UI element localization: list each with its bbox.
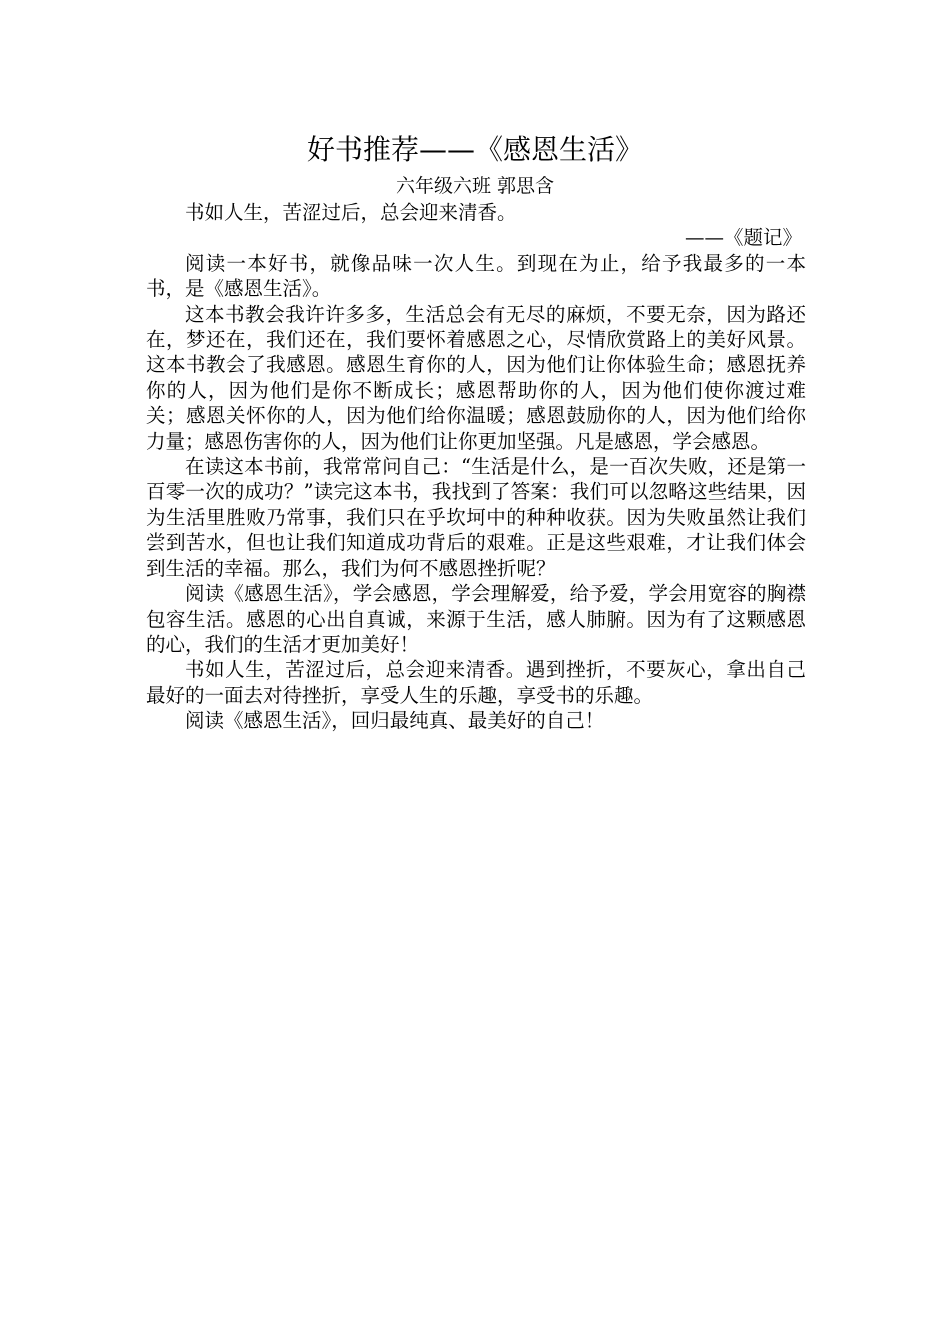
epigraph-source: ——《题记》 (684, 226, 802, 250)
body-paragraph: 书如人生，苦涩过后，总会迎来清香。遇到挫折，不要灰心，拿出自己最好的一面去对待挫折，享受人生的乐趣，享受书的乐趣。 (146, 658, 806, 707)
body-paragraph: 阅读一本好书，就像品味一次人生。到现在为止，给予我最多的一本书，是《感恩生活》。 (146, 251, 806, 301)
document-title: 好书推荐——《感恩生活》 (306, 133, 643, 166)
body-paragraph: 这本书教会我许许多多，生活总会有无尽的麻烦，不要无奈，因为路还在，梦还在，我们还在，我们要怀着感恩之心，尽情欣赏路上的美好风景。这本书教会了我感恩。感恩生育你的人，因为他们让你体验生命；感恩抚养你的人，因为他们是你不断成长；感恩帮助你的人，因为他们使你渡过难关；感恩关怀你的人，因为他们给你温暖；感恩鼓励你的人，因为他们给你力量；感恩伤害你的人，因为他们让你更加坚强。凡是感恩，学会感恩。 (146, 302, 806, 453)
epigraph: 书如人生，苦涩过后，总会迎来清香。 (185, 201, 517, 224)
body-paragraph: 阅读《感恩生活》，学会感恩，学会理解爱，给予爱，学会用宽容的胸襟包容生活。感恩的心出自真诚，来源于生活，感人肺腑。因为有了这颗感恩的心，我们的生活才更加美好！ (146, 582, 806, 656)
author-byline: 六年级六班 郭思含 (395, 175, 555, 197)
document-body (146, 200, 806, 734)
body-paragraph: 阅读《感恩生活》，回归最纯真、最美好的自己！ (185, 709, 605, 733)
body-paragraph: 在读这本书前，我常常问自己：“生活是什么，是一百次失败，还是第一百零一次的成功？”读完这本书，我找到了答案：我们可以忽略这些结果，因为生活里胜败乃常事，我们只在乎坎坷中的种种收获。因为失败虽然让我们尝到苦水，但也让我们知道成功背后的艰难。正是这些艰难，才让我们体会到生活的幸福。那么，我们为何不感恩挫折呢？ (146, 455, 806, 580)
